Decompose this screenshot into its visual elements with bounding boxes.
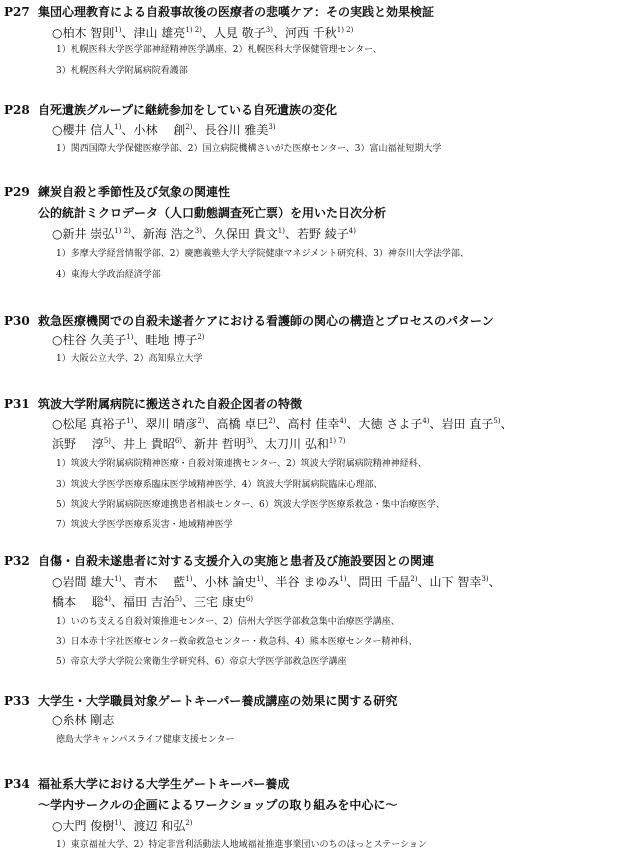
- author-name: ○松尾 真裕子: [52, 417, 127, 431]
- author-line: [52, 574, 501, 591]
- author-name: 、久保田 貴文: [201, 227, 278, 241]
- poster-title-line: 公的統計ミクロデータ（人口動態調査死亡票）を用いた日次分析: [38, 206, 387, 220]
- author-name: 浜野 淳: [52, 437, 104, 451]
- author-name: 、福田 吉治: [111, 595, 175, 609]
- affiliation-mark: 1): [126, 333, 134, 341]
- affiliation-mark: 6): [245, 595, 254, 603]
- author-name: ○大門 俊樹: [52, 819, 115, 833]
- author-name: 、岩田 直子: [429, 417, 494, 431]
- poster-title-line: 集団心理教育による自殺事故後の医療者の悲嘆ケア：その実践と効果検証: [38, 5, 435, 19]
- author-name: ○岩間 雄大: [52, 575, 115, 589]
- affiliation-mark: 5): [174, 595, 183, 603]
- author-name: 、翠川 晴彦: [133, 417, 198, 431]
- poster-number: P27: [4, 5, 30, 19]
- author-line: [52, 122, 276, 139]
- author-line: [52, 25, 353, 42]
- author-line: [52, 436, 345, 453]
- affiliation-mark: 4): [348, 227, 356, 235]
- author-name: 、: [488, 575, 501, 589]
- affiliation-mark: 1): [277, 227, 285, 235]
- author-name: 、三宅 康史: [182, 595, 246, 609]
- affiliation-mark: 1) 2): [114, 227, 131, 235]
- author-line: [52, 818, 193, 835]
- affiliation-line: 3）筑波大学医学医療系臨床医学域精神医学、4）筑波大学附属病院臨床心理部、: [56, 480, 383, 490]
- poster-number: P28: [4, 103, 30, 117]
- affiliation-mark: 4): [103, 595, 112, 603]
- author-name: 、小林 論史: [192, 575, 257, 589]
- poster-title-line: 筑波大学附属病院に搬送された自殺企図者の特徴: [38, 397, 303, 411]
- affiliation-mark: 1): [339, 575, 347, 583]
- affiliation-mark: 2): [185, 819, 193, 827]
- poster-number: P33: [4, 694, 30, 708]
- author-name: 、井上 貴昭: [111, 437, 175, 451]
- affiliation-mark: 2): [197, 333, 205, 341]
- author-line: [52, 594, 253, 611]
- author-name: 、問田 千晶: [346, 575, 411, 589]
- author-name: 、渡辺 和弘: [121, 819, 186, 833]
- affiliation-mark: 2): [185, 123, 193, 131]
- affiliation-mark: 3): [268, 123, 276, 131]
- affiliation-mark: 1) 2): [336, 26, 354, 34]
- affiliation-mark: 1): [126, 417, 134, 425]
- author-name: 、津山 雄亮: [121, 26, 186, 40]
- poster-title-line: 大学生・大学職員対象ゲートキーパー養成講座の効果に関する研究: [38, 694, 398, 708]
- author-name: 、半谷 まゆみ: [263, 575, 340, 589]
- affiliation-line: 徳島大学キャンパスライフ健康支援センター: [56, 735, 235, 745]
- affiliation-mark: 2): [410, 575, 418, 583]
- poster-number: P32: [4, 554, 30, 568]
- poster-number: P31: [4, 397, 30, 411]
- author-name: ○新井 崇弘: [52, 227, 115, 241]
- affiliation-mark: 1): [185, 575, 193, 583]
- affiliation-mark: 3): [245, 437, 254, 445]
- author-name: 、青木 藍: [121, 575, 186, 589]
- poster-title-line: 〜学内サークルの企画によるワークショップの取り組みを中心に〜: [38, 798, 398, 812]
- poster-title-line: 救急医療機関での自殺未遂者ケアにおける看護師の関心の構造とプロセスのパターン: [38, 314, 494, 328]
- author-name: ○柱谷 久美子: [52, 333, 127, 347]
- author-name: 、高村 佳幸: [275, 417, 340, 431]
- author-name: ○柏木 智則: [52, 26, 115, 40]
- author-name: 橋本 聡: [52, 595, 104, 609]
- author-name: 、若野 綾子: [284, 227, 349, 241]
- author-name: ○糸林 剛志: [52, 713, 115, 727]
- affiliation-line: 1）いのち支える自殺対策推進センター、2）信州大学医学部救急集中治療医学講座、: [56, 617, 400, 627]
- affiliation-line: 7）筑波大学医学医療系災害・地域精神医学: [56, 520, 233, 530]
- affiliation-mark: 1): [114, 819, 122, 827]
- affiliation-mark: 3): [481, 575, 489, 583]
- author-line: [52, 712, 114, 729]
- affiliation-line: 5）筑波大学附属病院医療連携患者相談センター、6）筑波大学医学医療系救急・集中治療医学、: [56, 500, 445, 510]
- author-name: 、人見 敬子: [201, 26, 266, 40]
- affiliation-line: 1）大阪公立大学、2）高知県立大学: [56, 354, 203, 364]
- affiliation-mark: 1) 2): [185, 26, 202, 34]
- author-line: [52, 226, 356, 243]
- affiliation-mark: 2): [268, 417, 276, 425]
- poster-title-line: 自死遺族グループに継続参加をしている自死遺族の変化: [38, 103, 338, 117]
- author-name: 、: [500, 417, 513, 431]
- poster-number: P30: [4, 314, 30, 328]
- affiliation-mark: 5): [103, 437, 112, 445]
- affiliation-line: 1）東京福祉大学、2）特定非営利活動法人地域福祉推進事業団いのちのほっとステーション: [56, 840, 427, 850]
- affiliation-mark: 1): [114, 575, 122, 583]
- author-name: 、長谷川 雅美: [192, 123, 269, 137]
- affiliation-mark: 5): [493, 417, 501, 425]
- affiliation-mark: 1) 7): [328, 437, 346, 445]
- affiliation-line: 3）日本赤十字社医療センター救命救急センター・救急科、4）熊本医療センター精神科、: [56, 637, 418, 647]
- author-name: 、太刀川 弘和: [253, 437, 329, 451]
- author-name: 、畦地 博子: [133, 333, 198, 347]
- poster-title-line: 練炭自殺と季節性及び気象の関連性: [38, 185, 231, 199]
- affiliation-line: 3）札幌医科大学附属病院看護部: [56, 66, 188, 76]
- affiliation-mark: 1): [114, 26, 122, 34]
- author-line: [52, 332, 205, 349]
- author-name: 、小林 創: [121, 123, 186, 137]
- author-name: 、高橋 卓巳: [204, 417, 269, 431]
- author-name: 、大徳 さよ子: [346, 417, 423, 431]
- affiliation-mark: 2): [197, 417, 205, 425]
- author-name: 、河西 千秋: [272, 26, 337, 40]
- author-name: 、山下 智幸: [417, 575, 482, 589]
- affiliation-mark: 1): [114, 123, 122, 131]
- poster-title-line: 福祉系大学における大学生ゲートキーパー養成: [38, 777, 290, 791]
- author-name: 、新井 哲明: [182, 437, 246, 451]
- affiliation-line: 4）東海大学政治経済学部: [56, 270, 161, 280]
- affiliation-mark: 6): [174, 437, 183, 445]
- author-line: [52, 416, 513, 433]
- poster-number: P34: [4, 777, 30, 791]
- affiliation-line: 1）筑波大学附属病院精神医療・自殺対策連携センター、2）筑波大学附属病院精神神経科、: [56, 459, 427, 469]
- affiliation-mark: 3): [194, 227, 202, 235]
- affiliation-line: 1）多摩大学経営情報学部、2）慶應義塾大学大学院健康マネジメント研究科、3）神奈川大学法学部、: [56, 249, 469, 259]
- affiliation-mark: 4): [339, 417, 347, 425]
- affiliation-line: 5）帝京大学大学院公衆衛生学研究科、6）帝京大学医学部救急医学講座: [56, 657, 347, 667]
- author-name: ○櫻井 信人: [52, 123, 115, 137]
- affiliation-line: 1）札幌医科大学医学部神経精神医学講座、2）札幌医科大学保健管理センター、: [56, 45, 382, 55]
- poster-number: P29: [4, 185, 30, 199]
- affiliation-line: 1）関西国際大学保健医療学部、2）国立病院機構さいがた医療センター、3）富山福祉短期大学: [56, 144, 442, 154]
- affiliation-mark: 4): [422, 417, 430, 425]
- affiliation-mark: 3): [265, 26, 273, 34]
- affiliation-mark: 1): [256, 575, 264, 583]
- poster-title-line: 自傷・自殺未遂患者に対する支援介入の実施と患者及び施設要因との関連: [38, 554, 435, 568]
- author-name: 、新海 浩之: [130, 227, 195, 241]
